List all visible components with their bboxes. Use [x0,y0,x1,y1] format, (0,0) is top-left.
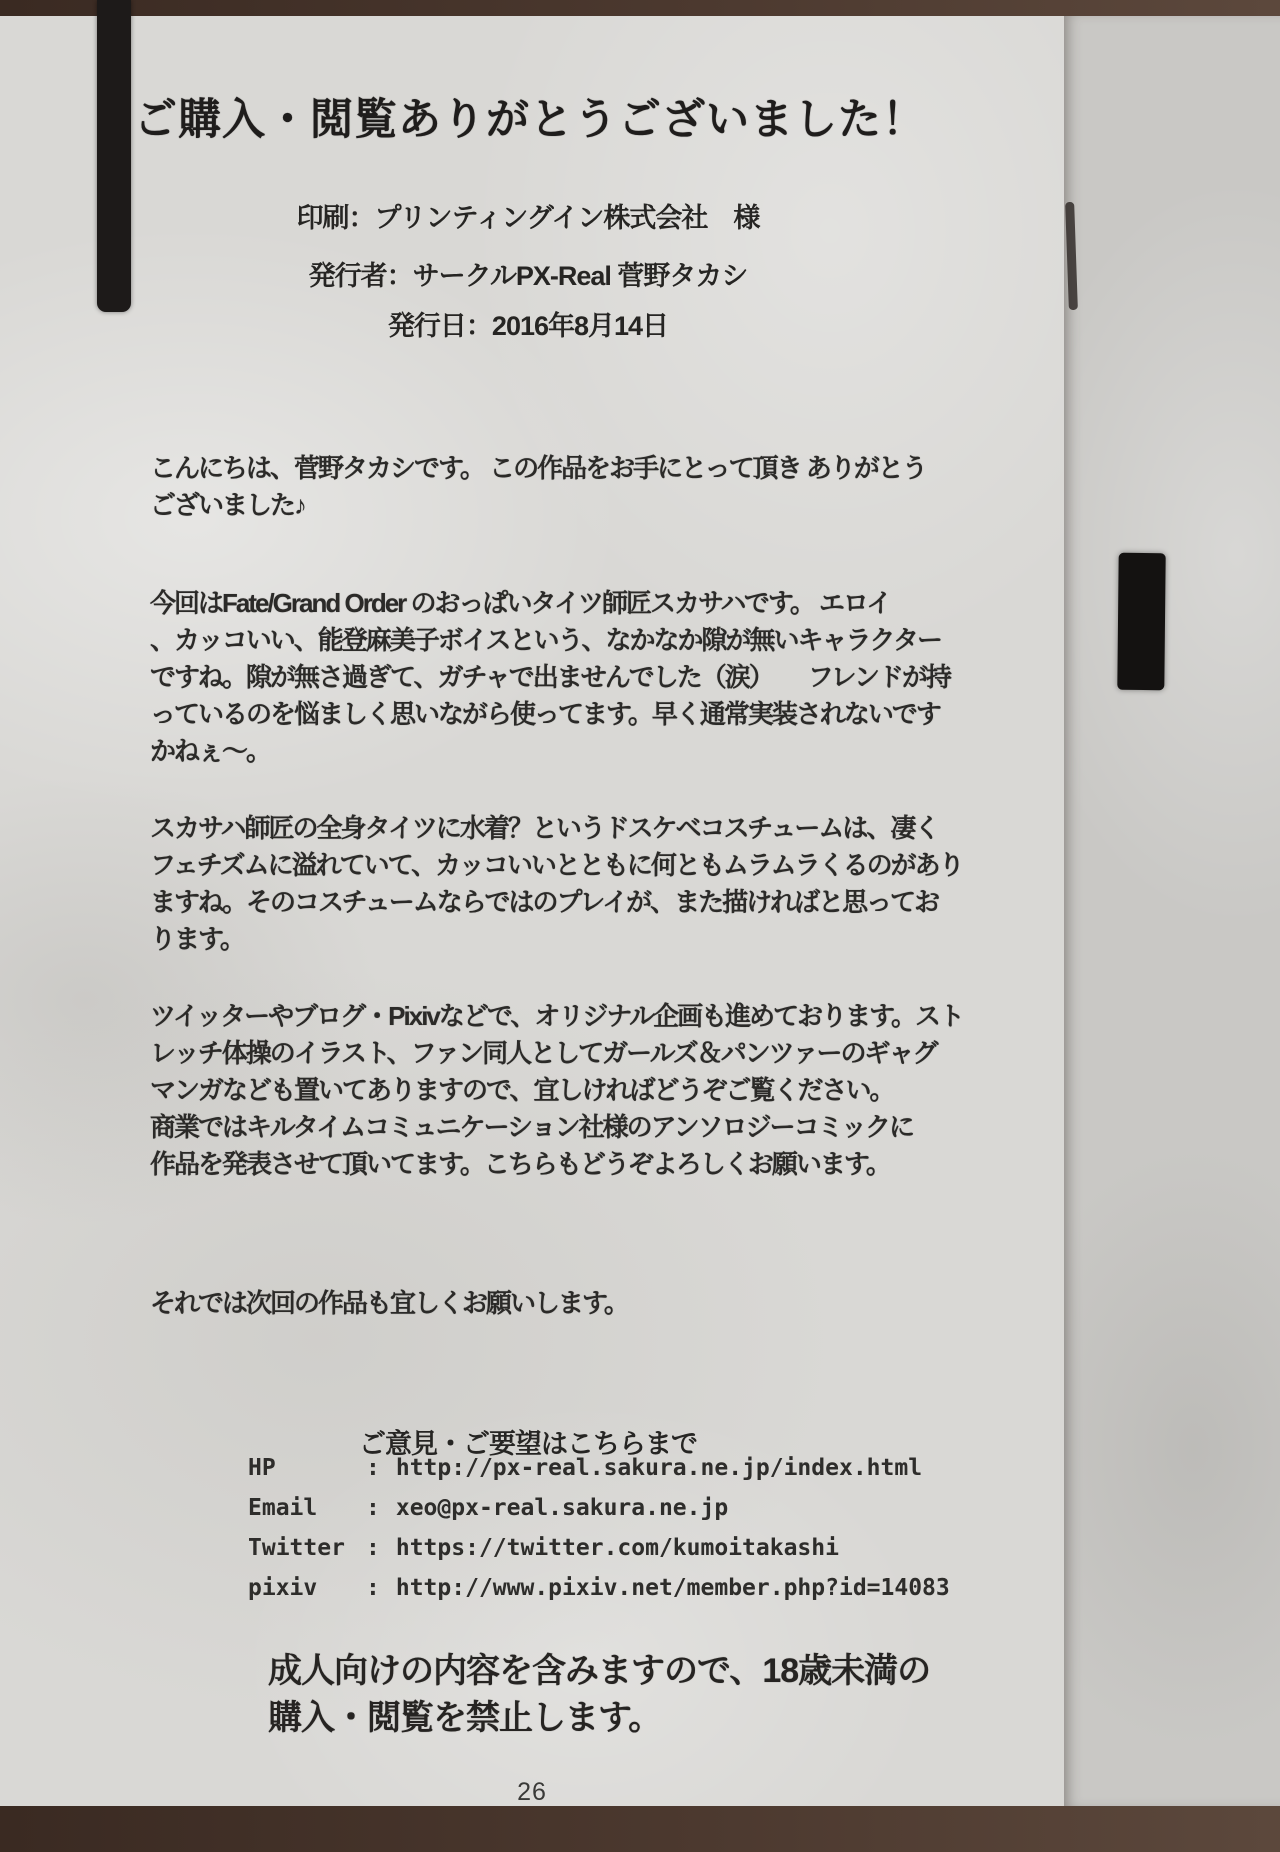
contact-label: Email [248,1495,318,1521]
afterword-line: レッチ体操のイラスト、ファン同人としてガールズ＆パンツァーのギャグ [150,1038,937,1068]
afterword-line: ツイッターやブログ・Pixivなどで、オリジナル企画も進めております。スト [150,1001,963,1031]
afterword-paragraph-closing [150,1285,628,1322]
afterword-line: かねぇ～。 [150,736,271,766]
contact-separator: : [366,1495,380,1521]
afterword-line: 作品を発表させて頂いてます。こちらもどうぞよろしくお願います。 [150,1149,890,1179]
afterword-line: ですね。隙が無さ過ぎて、ガチャで出ませんでした（涙） フレンドが持 [150,662,951,692]
afterword-line: ございました♪ [150,490,306,520]
contact-heading: ご意見・ご要望はこちらまで [359,1429,697,1459]
contact-value-url: http://px-real.sakura.ne.jp/index.html [395,1455,923,1481]
afterword-line: 今回はFate/Grand Order のおっぱいタイツ師匠スカサハです。 エロイ [150,588,891,618]
afterword-line: フェチズムに溢れていて、カッコいいとともに何ともムラムラくるのがあり [150,850,963,880]
afterword-line: ますね。そのコスチュームならではのプレイが、また描ければと思ってお [150,887,939,917]
afterword-line: こんにちは、菅野タカシです。 この作品をお手にとって頂き ありがとう [150,453,926,483]
afterword-paragraph-activities [150,998,963,1183]
afterword-line: スカサハ師匠の全身タイツに水着？というドスケベコスチュームは、凄く [150,813,939,843]
adult-notice-line: 成人向けの内容を含みますので、18歳未満の [268,1652,931,1690]
contact-value-url: http://www.pixiv.net/member.php?id=14083 [395,1575,950,1601]
afterword-line: それでは次回の作品も宜しくお願いします。 [150,1288,628,1318]
contact-label: pixiv [248,1575,318,1601]
adult-notice-line: 購入・閲覧を禁止します。 [268,1699,662,1737]
afterword-line: 、カッコいい、能登麻美子ボイスという、なかなか隙が無いキャラクター [150,625,941,655]
colophon-publisher: 発行者：サークルPX-Real 菅野タカシ [308,261,748,291]
contact-row-pixiv [248,1575,950,1615]
afterword-paragraph-costume [150,810,963,958]
afterword-line: マンガなども置いてありますので、宜しければどうぞご覧ください。 [150,1075,894,1105]
contact-value-url: https://twitter.com/kumoitakashi [395,1535,839,1561]
contact-separator: : [366,1455,380,1481]
afterword-line: 商業ではキルタイムコミュニケーション社様のアンソロジーコミックに [150,1112,914,1142]
scan-side-margin [1064,16,1280,1806]
contact-label: Twitter [248,1535,345,1561]
contact-row-twitter [248,1535,950,1575]
binding-mark-right [1117,553,1165,690]
contact-row-email [248,1495,950,1535]
contact-row-hp [248,1455,950,1495]
contact-separator: : [366,1575,380,1601]
page-number: 26 [517,1778,547,1806]
colophon-printer: 印刷：プリンティングイン株式会社 様 [296,203,760,233]
contact-list [248,1455,950,1615]
contact-value-email: xeo@px-real.sakura.ne.jp [395,1495,729,1521]
page-title: ご購入・閲覧ありがとうございました！ [134,97,926,144]
afterword-paragraph-character [150,585,950,770]
contact-label: HP [248,1455,276,1481]
afterword-line: っているのを悩ましく思いながら使ってます。早く通常実装されないです [150,699,940,729]
contact-separator: : [366,1535,380,1561]
afterword-paragraph-greeting [150,450,926,524]
colophon-issue-date: 発行日：2016年8月14日 [387,311,669,341]
adult-notice [268,1648,930,1742]
afterword-line: ります。 [150,924,244,954]
